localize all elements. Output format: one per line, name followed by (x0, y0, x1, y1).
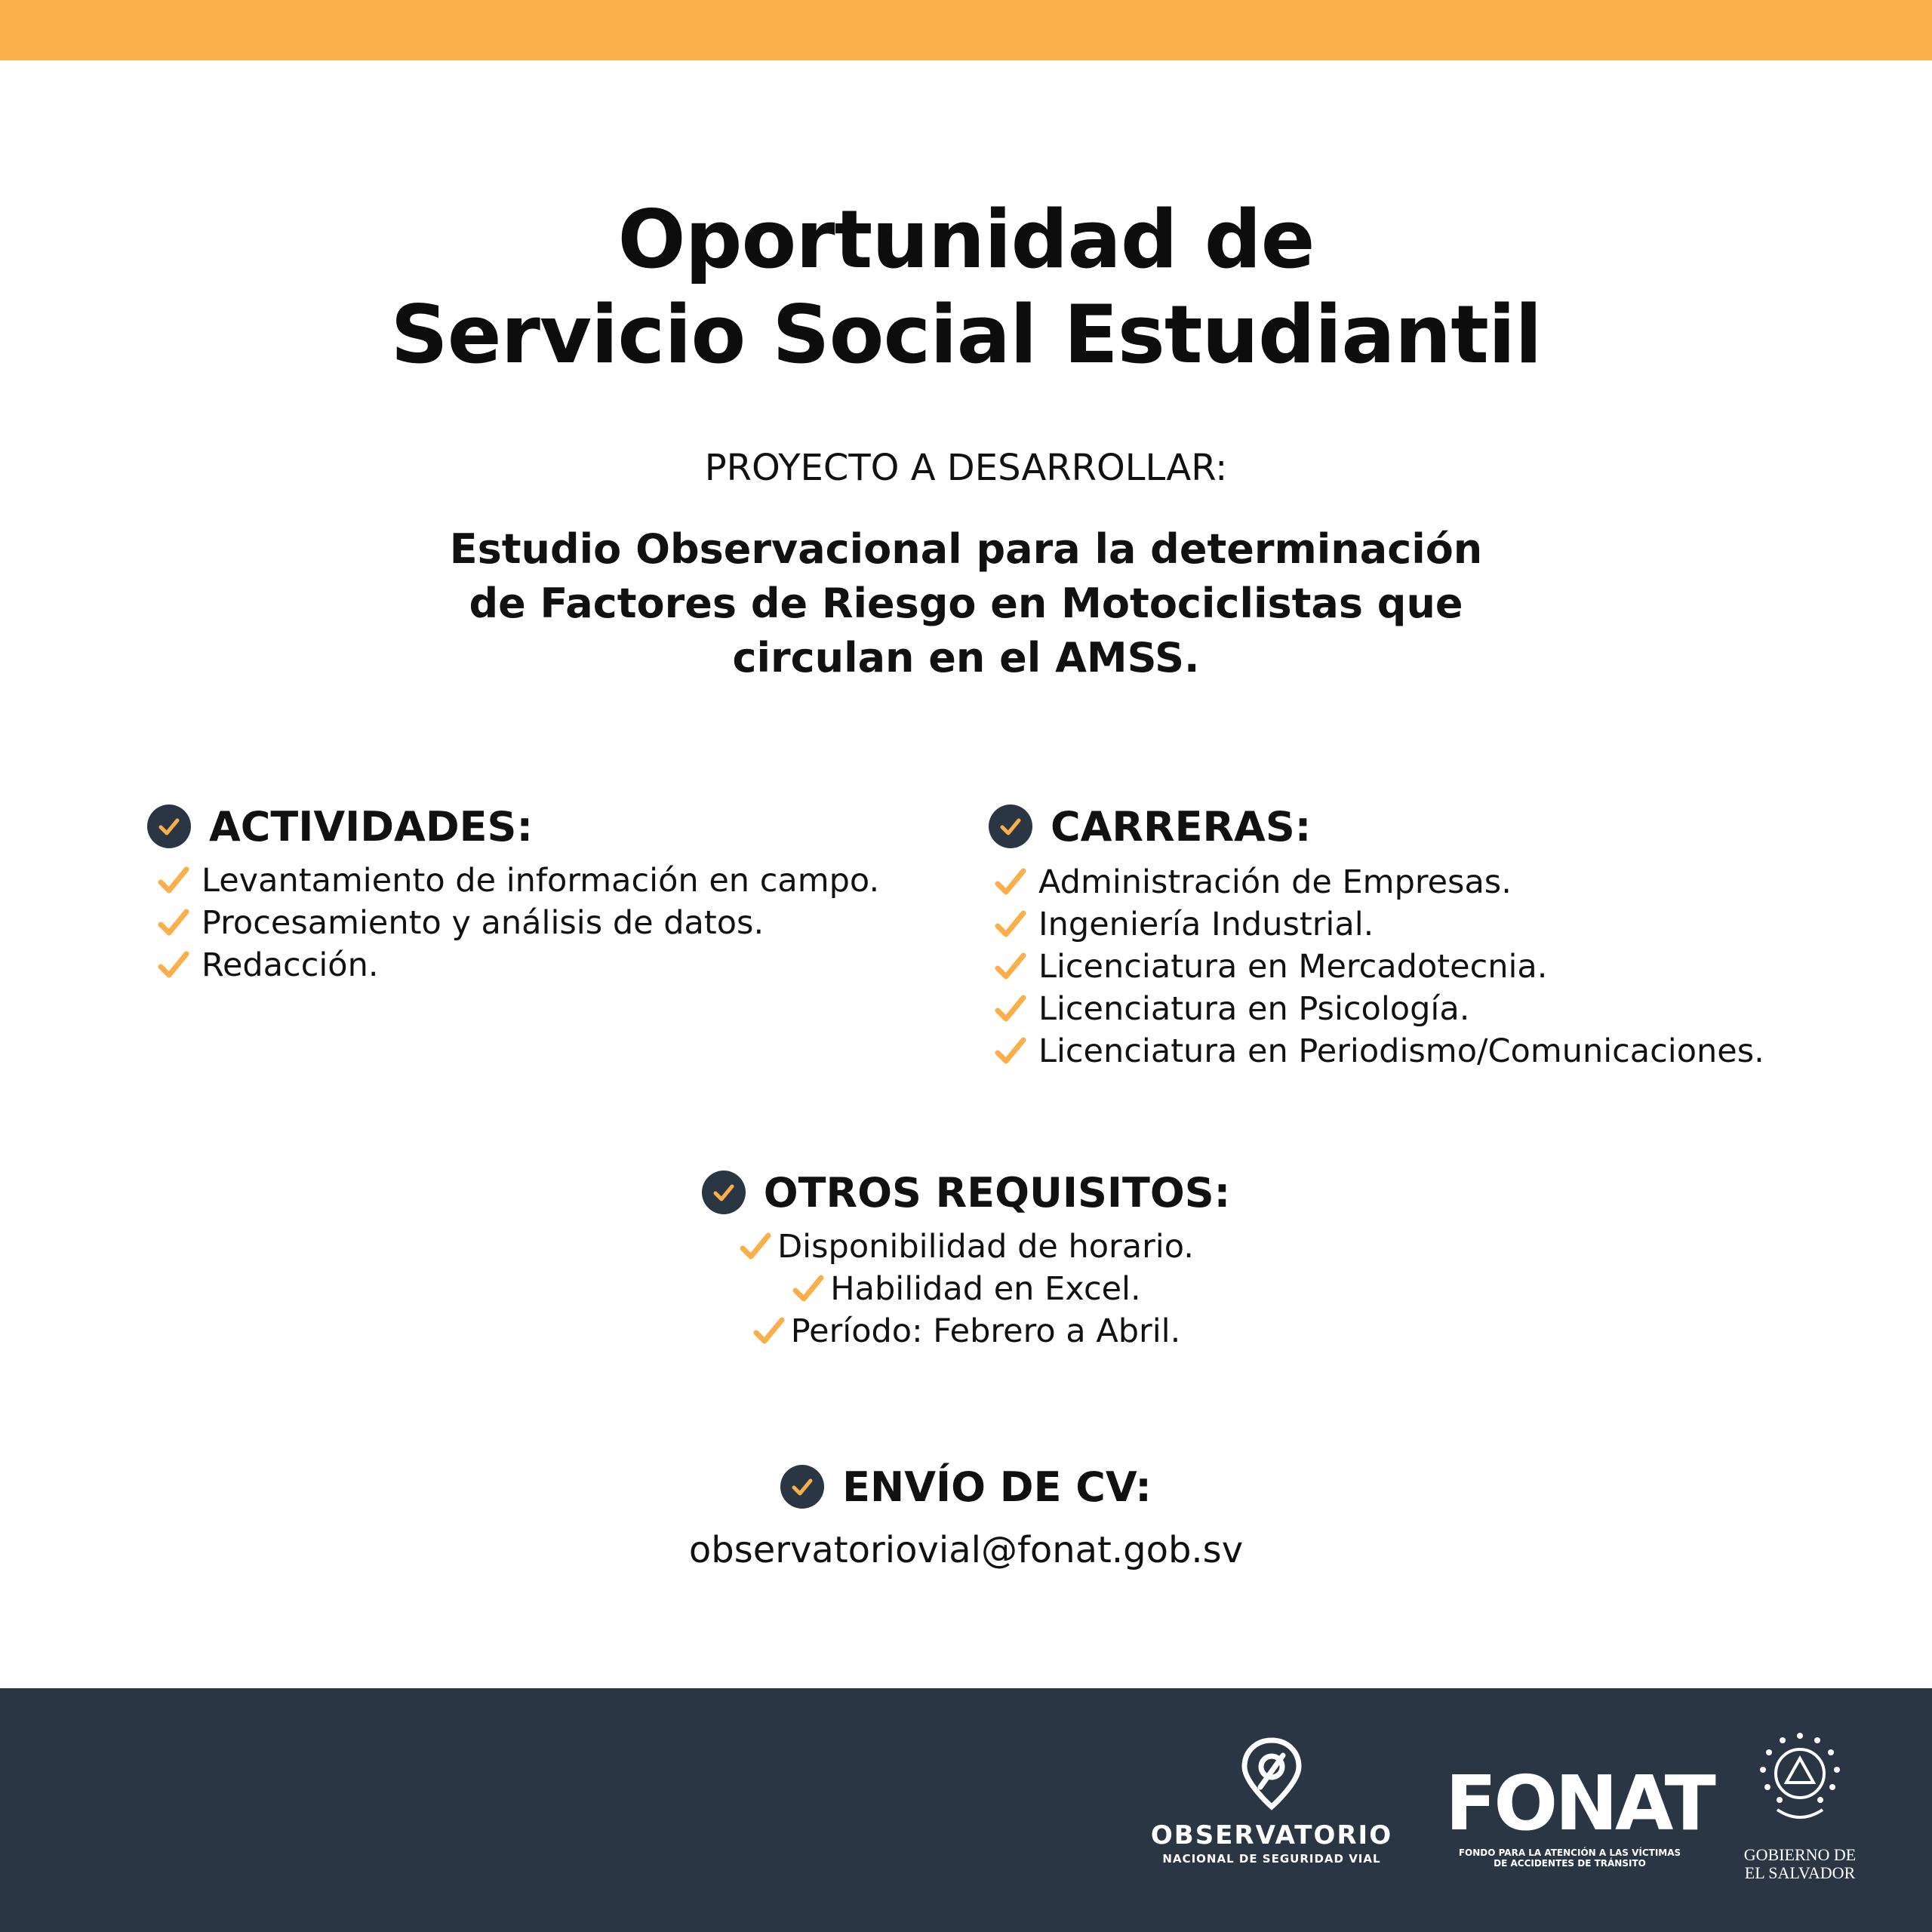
checkmark-icon (156, 863, 191, 898)
contact-email[interactable]: observatoriovial@fonat.gob.sv (688, 1529, 1244, 1571)
fonat-logo (1445, 1759, 1713, 1869)
carreras-section (989, 796, 1764, 1072)
list-item-label: Licenciatura en Mercadotecnia. (1038, 948, 1548, 986)
list-item-label: Período: Febrero a Abril. (790, 1312, 1181, 1350)
coat-of-arms-icon (1743, 1728, 1857, 1834)
list-item-label: Redacción. (202, 946, 379, 984)
actividades-section (147, 796, 879, 986)
list-item (993, 903, 1764, 946)
check-circle-icon (989, 804, 1032, 848)
location-pin-icon (1238, 1736, 1306, 1811)
check-circle-icon (780, 1465, 824, 1509)
list-item-label: Disponibilidad de horario. (777, 1228, 1194, 1266)
title-line-1: Oportunidad de (617, 193, 1315, 286)
gobierno-logo (1728, 1728, 1872, 1882)
checkmark-icon (993, 992, 1028, 1026)
list-item-label: Licenciatura en Periodismo/Comunicaciones. (1038, 1032, 1764, 1070)
list-item (993, 1030, 1764, 1072)
list-item-label: Habilidad en Excel. (830, 1270, 1141, 1308)
gobierno-line-2: EL SALVADOR (1744, 1863, 1856, 1882)
otros-requisitos-section (0, 1162, 1932, 1352)
list-item (156, 860, 879, 902)
carreras-title: CARRERAS: (1051, 802, 1312, 851)
carreras-list (993, 861, 1764, 1072)
list-item (156, 902, 879, 944)
fonat-subtitle-2: DE ACCIDENTES DE TRÁNSITO (1494, 1858, 1646, 1869)
list-item (0, 1310, 1932, 1352)
list-item-label: Administración de Empresas. (1038, 863, 1512, 901)
list-item (156, 944, 879, 986)
otros-list (0, 1226, 1932, 1352)
observatorio-logo (1147, 1736, 1396, 1866)
checkmark-icon (993, 907, 1028, 942)
actividades-header (147, 796, 879, 857)
check-circle-icon (147, 804, 191, 848)
envio-title: ENVÍO DE CV: (842, 1463, 1152, 1511)
fonat-name: FONAT (1445, 1759, 1713, 1847)
proyecto-line-1: Estudio Observacional para la determinación (449, 525, 1483, 573)
observatorio-subtitle: NACIONAL DE SEGURIDAD VIAL (1162, 1852, 1381, 1866)
list-item-label: Licenciatura en Psicología. (1038, 990, 1470, 1028)
list-item (993, 988, 1764, 1030)
checkmark-icon (993, 949, 1028, 984)
otros-title: OTROS REQUISITOS: (763, 1168, 1231, 1217)
checkmark-icon (156, 906, 191, 940)
actividades-list (156, 860, 879, 986)
list-item-label: Levantamiento de información en campo. (202, 862, 880, 900)
list-item-label: Ingeniería Industrial. (1038, 906, 1374, 943)
list-item (0, 1226, 1932, 1268)
list-item (0, 1268, 1932, 1310)
gobierno-name (1728, 1846, 1872, 1882)
checkmark-icon (993, 865, 1028, 900)
envio-header (0, 1457, 1932, 1517)
checkmark-icon (752, 1314, 786, 1349)
list-item (993, 861, 1764, 903)
otros-header (0, 1162, 1932, 1223)
checkmark-icon (738, 1229, 773, 1264)
proyecto-description (0, 522, 1932, 685)
proyecto-label: PROYECTO A DESARROLLAR: (704, 447, 1228, 489)
proyecto-line-3: circulan en el AMSS. (732, 634, 1200, 681)
gobierno-line-1: GOBIERNO DE (1743, 1845, 1857, 1864)
page-title (0, 192, 1932, 383)
list-item (993, 946, 1764, 988)
actividades-title: ACTIVIDADES: (209, 802, 534, 851)
check-circle-icon (702, 1171, 746, 1214)
checkmark-icon (156, 948, 191, 983)
top-accent-bar (0, 0, 1932, 60)
checkmark-icon (993, 1034, 1028, 1069)
title-line-2: Servicio Social Estudiantil (390, 288, 1542, 381)
envio-cv-section (0, 1457, 1932, 1571)
list-item-label: Procesamiento y análisis de datos. (202, 904, 764, 942)
carreras-header (989, 796, 1764, 857)
fonat-subtitle-1: FONDO PARA LA ATENCIÓN A LAS VÍCTIMAS (1458, 1847, 1681, 1858)
proyecto-line-2: de Factores de Riesgo en Motociclistas que (469, 580, 1463, 627)
observatorio-name: OBSERVATORIO (1150, 1820, 1393, 1850)
checkmark-icon (791, 1272, 826, 1306)
